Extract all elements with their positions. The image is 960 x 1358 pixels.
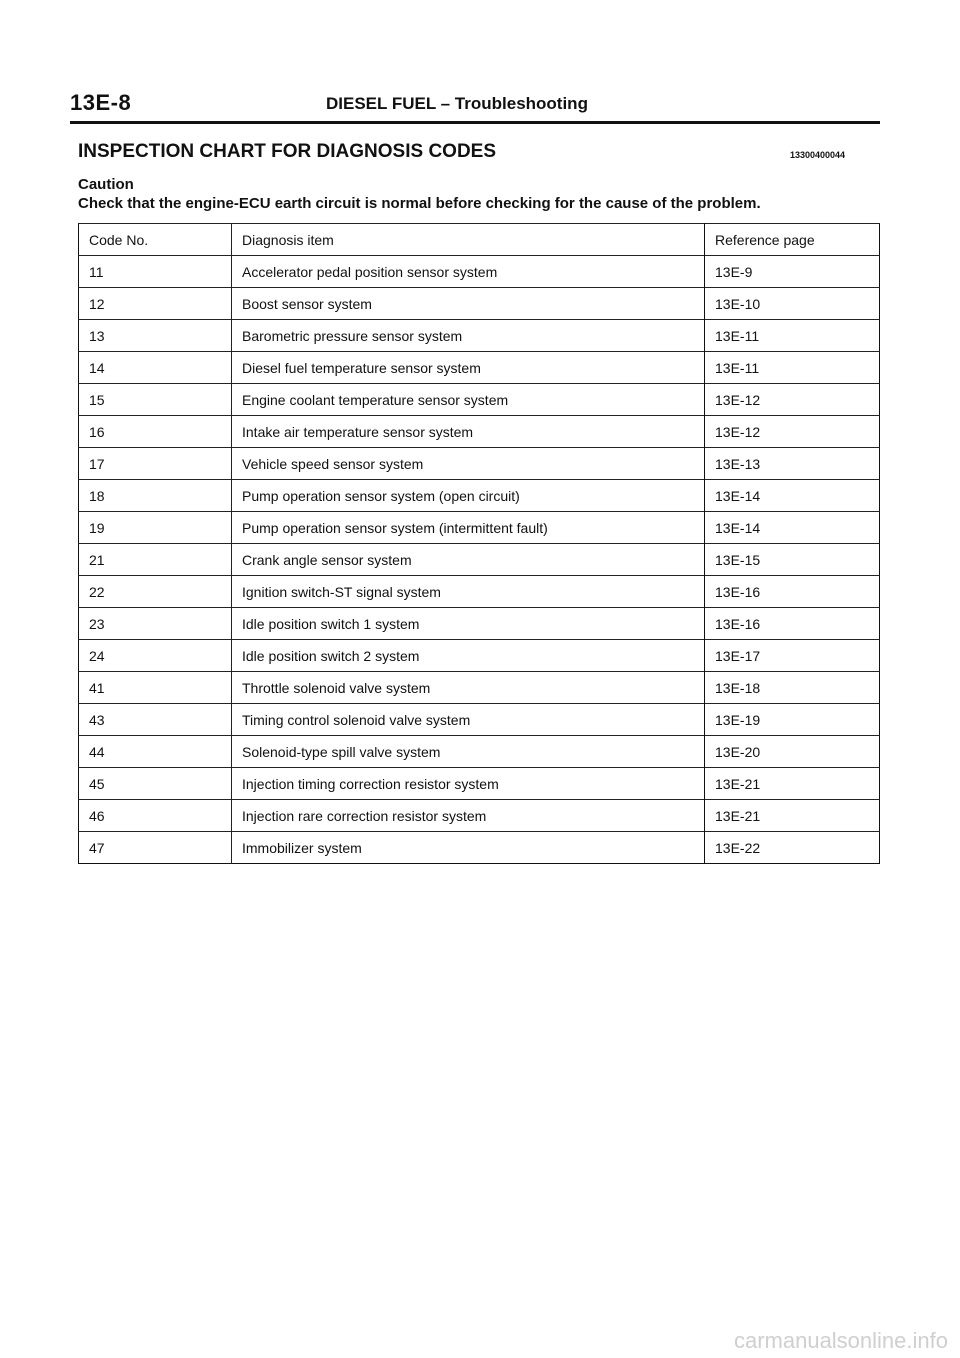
table-row bbox=[79, 256, 880, 288]
table-row bbox=[79, 640, 880, 672]
diagnosis-item-cell: Solenoid-type spill valve system bbox=[232, 736, 705, 768]
code-cell: 19 bbox=[79, 512, 232, 544]
diagnosis-item-cell: Pump operation sensor system (open circuit) bbox=[232, 480, 705, 512]
column-header-diagnosis-item: Diagnosis item bbox=[232, 224, 705, 256]
watermark-text: carmanualsonline.info bbox=[733, 1328, 948, 1353]
code-cell: 46 bbox=[79, 800, 232, 832]
code-cell: 15 bbox=[79, 384, 232, 416]
table-row bbox=[79, 384, 880, 416]
table-row bbox=[79, 352, 880, 384]
table-row bbox=[79, 288, 880, 320]
document-reference-number: 13300400044 bbox=[790, 150, 846, 160]
table-body bbox=[79, 256, 880, 864]
diagnosis-item-cell: Immobilizer system bbox=[232, 832, 705, 864]
diagnosis-item-cell: Pump operation sensor system (intermittent fault) bbox=[232, 512, 705, 544]
reference-page-cell: 13E-18 bbox=[705, 672, 880, 704]
table-row bbox=[79, 736, 880, 768]
table-row bbox=[79, 704, 880, 736]
diagnosis-item-cell: Idle position switch 2 system bbox=[232, 640, 705, 672]
diagnosis-item-cell: Throttle solenoid valve system bbox=[232, 672, 705, 704]
reference-page-cell: 13E-12 bbox=[705, 416, 880, 448]
diagnosis-item-cell: Ignition switch-ST signal system bbox=[232, 576, 705, 608]
diagnosis-item-cell: Injection rare correction resistor system bbox=[232, 800, 705, 832]
table-row bbox=[79, 480, 880, 512]
diagnosis-item-cell: Idle position switch 1 system bbox=[232, 608, 705, 640]
header-rule bbox=[70, 121, 880, 124]
table-row bbox=[79, 672, 880, 704]
diagnosis-item-cell: Intake air temperature sensor system bbox=[232, 416, 705, 448]
column-header-code: Code No. bbox=[79, 224, 232, 256]
table-row bbox=[79, 576, 880, 608]
code-cell: 24 bbox=[79, 640, 232, 672]
page-title: INSPECTION CHART FOR DIAGNOSIS CODES bbox=[78, 141, 497, 162]
diagnosis-item-cell: Diesel fuel temperature sensor system bbox=[232, 352, 705, 384]
reference-page-cell: 13E-15 bbox=[705, 544, 880, 576]
code-cell: 12 bbox=[79, 288, 232, 320]
table-row bbox=[79, 416, 880, 448]
table-row bbox=[79, 608, 880, 640]
code-cell: 21 bbox=[79, 544, 232, 576]
table-row bbox=[79, 800, 880, 832]
code-cell: 13 bbox=[79, 320, 232, 352]
reference-page-cell: 13E-10 bbox=[705, 288, 880, 320]
column-header-reference-page: Reference page bbox=[705, 224, 880, 256]
code-cell: 16 bbox=[79, 416, 232, 448]
diagnosis-item-cell: Boost sensor system bbox=[232, 288, 705, 320]
code-cell: 18 bbox=[79, 480, 232, 512]
reference-page-cell: 13E-12 bbox=[705, 384, 880, 416]
reference-page-cell: 13E-17 bbox=[705, 640, 880, 672]
diagnosis-item-cell: Timing control solenoid valve system bbox=[232, 704, 705, 736]
reference-page-cell: 13E-11 bbox=[705, 320, 880, 352]
reference-page-cell: 13E-9 bbox=[705, 256, 880, 288]
reference-page-cell: 13E-21 bbox=[705, 800, 880, 832]
caution-text: Check that the engine-ECU earth circuit is normal before checking for the cause of the problem. bbox=[78, 195, 761, 212]
table-row bbox=[79, 832, 880, 864]
reference-page-cell: 13E-22 bbox=[705, 832, 880, 864]
code-cell: 22 bbox=[79, 576, 232, 608]
diagnosis-item-cell: Accelerator pedal position sensor system bbox=[232, 256, 705, 288]
watermark bbox=[0, 1328, 960, 1354]
diagnosis-item-cell: Barometric pressure sensor system bbox=[232, 320, 705, 352]
code-cell: 44 bbox=[79, 736, 232, 768]
table-header-row bbox=[79, 224, 880, 256]
reference-page-cell: 13E-21 bbox=[705, 768, 880, 800]
code-cell: 11 bbox=[79, 256, 232, 288]
code-cell: 17 bbox=[79, 448, 232, 480]
diagnosis-item-cell: Injection timing correction resistor system bbox=[232, 768, 705, 800]
page-number: 13E-8 bbox=[70, 90, 132, 115]
diagnosis-code-table bbox=[78, 223, 880, 864]
reference-page-cell: 13E-13 bbox=[705, 448, 880, 480]
page-header bbox=[70, 90, 880, 120]
table-row bbox=[79, 544, 880, 576]
diagnosis-item-cell: Vehicle speed sensor system bbox=[232, 448, 705, 480]
table-row bbox=[79, 448, 880, 480]
code-cell: 23 bbox=[79, 608, 232, 640]
reference-page-cell: 13E-14 bbox=[705, 480, 880, 512]
reference-page-cell: 13E-19 bbox=[705, 704, 880, 736]
table-row bbox=[79, 320, 880, 352]
section-title: DIESEL FUEL – Troubleshooting bbox=[326, 94, 588, 113]
code-cell: 41 bbox=[79, 672, 232, 704]
reference-page-cell: 13E-16 bbox=[705, 576, 880, 608]
diagnosis-item-cell: Engine coolant temperature sensor system bbox=[232, 384, 705, 416]
reference-page-cell: 13E-14 bbox=[705, 512, 880, 544]
diagnosis-item-cell: Crank angle sensor system bbox=[232, 544, 705, 576]
reference-page-cell: 13E-16 bbox=[705, 608, 880, 640]
code-cell: 43 bbox=[79, 704, 232, 736]
code-cell: 45 bbox=[79, 768, 232, 800]
code-cell: 47 bbox=[79, 832, 232, 864]
reference-page-cell: 13E-11 bbox=[705, 352, 880, 384]
caution-heading: Caution bbox=[78, 176, 134, 193]
code-cell: 14 bbox=[79, 352, 232, 384]
table-row bbox=[79, 768, 880, 800]
reference-page-cell: 13E-20 bbox=[705, 736, 880, 768]
table-row bbox=[79, 512, 880, 544]
